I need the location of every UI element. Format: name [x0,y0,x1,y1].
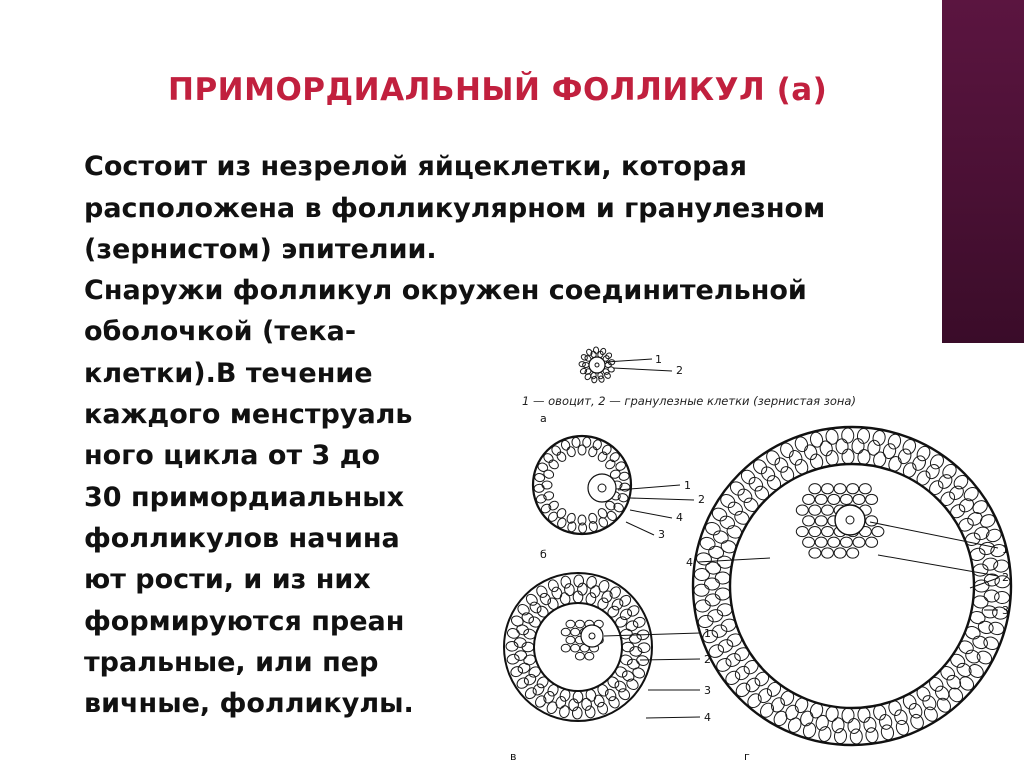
cell [818,726,833,743]
body-line: расположена в фолликулярном и гранулезном [84,193,826,224]
cell [853,537,865,547]
cell [848,718,860,733]
cell [910,454,928,473]
cell [857,707,870,723]
cell [957,496,976,514]
leader-b-4 [630,510,672,518]
body-line: оболочкой (тека- [84,316,357,347]
cell [528,600,543,615]
panel-g-theca [693,427,1011,745]
cell [842,449,854,464]
cell [859,484,871,494]
cell [863,717,877,733]
cell [809,484,821,494]
body-line: каждого менструаль [84,399,413,430]
leader-g-2a [878,555,998,576]
panel-b-theca [533,436,631,534]
label-b-4: 4 [676,511,683,524]
panels-layer [504,347,1011,745]
cell [796,526,808,536]
cell [927,675,946,694]
body-line: 30 примордиальных [84,482,405,513]
cell [840,537,852,547]
cell [538,591,553,606]
cell [582,437,591,448]
cell [822,548,834,558]
cell [571,644,580,652]
cell [866,516,878,526]
cell [603,371,611,379]
cell [803,516,815,526]
cell [531,682,546,697]
cell [923,462,941,481]
cell [752,483,771,502]
cell [853,494,865,504]
label-v-3: 3 [704,684,711,697]
cell [707,545,724,560]
cell [840,494,852,504]
cell [882,442,898,460]
cell [865,727,879,743]
panel-letter-b: б [540,548,547,561]
cell [575,620,584,628]
leader-b-2 [630,498,694,500]
panel-v-membrane [534,603,622,691]
panel-v-theca [504,573,652,721]
leader-v-2 [640,659,700,660]
panel-letter-a: а [540,412,547,425]
panel-letter-v: в [510,750,517,763]
cell [527,615,542,629]
cell [546,683,560,698]
cell [796,505,808,515]
body-line: клетки).В течение [84,358,373,389]
cell [587,446,598,458]
cell [547,578,560,593]
label-g-4: 4 [686,556,693,569]
cell [815,714,830,731]
cell [880,724,895,741]
cell [694,568,710,581]
body-line: фолликулов начина [84,523,400,554]
cell [718,514,737,532]
cell [506,653,520,665]
cell [765,473,784,492]
panel-v-outer-cells [506,575,650,719]
cell [735,486,754,505]
cell [607,366,615,373]
cell [957,516,976,534]
cell [831,717,844,733]
cell [982,557,999,571]
panel-a-oocyte [589,357,605,373]
leader-v-4 [646,717,700,718]
cell [948,502,967,520]
label-g-1: 1 [1002,543,1009,556]
cell [535,604,550,619]
cell [947,483,966,502]
cell [756,686,775,705]
cell [547,458,560,470]
label-v-2: 2 [704,653,711,666]
body-line: ют рости, и из них [84,564,371,595]
panel-g-granulosa [694,428,1010,744]
cell [938,664,957,683]
cell [603,687,618,702]
cell [606,604,621,619]
cell [535,675,550,690]
cell [938,489,957,508]
cell [694,584,709,596]
cell [610,597,625,612]
cell [857,428,870,444]
cell [866,494,878,504]
label-a-2: 2 [676,364,683,377]
cell [936,472,955,491]
body-line: тральные, или пер [84,647,379,678]
cell [847,548,859,558]
cell [571,437,580,448]
leader-a-2 [613,368,672,371]
cell [596,596,610,611]
label-g-2: 2 [1002,571,1009,584]
figure-caption: 1 — овоцит, 2 — гранулезные клетки (зернистая зона) [522,394,856,408]
cell [580,354,588,362]
cell [822,505,834,515]
cell [575,652,584,660]
cell [752,669,771,688]
leader-b-3 [626,522,654,535]
label-v-4: 4 [704,711,711,724]
cell [509,665,524,678]
panel-v-oocyte [581,625,603,647]
cell [765,680,784,699]
cell [994,591,1010,604]
cell [815,516,827,526]
cell [866,537,878,547]
cell [599,348,606,356]
cell [742,658,761,677]
cell [733,664,752,683]
cell [695,599,711,613]
cell [809,526,821,536]
cell [585,652,594,660]
cell [606,675,621,690]
cell [914,684,932,703]
cell [834,728,847,744]
cell [596,701,609,716]
cell [613,679,628,694]
label-b-1: 1 [684,479,691,492]
body-line: формируются преан [84,606,405,637]
cell [743,675,762,694]
cell [579,523,587,533]
body-line: Состоит из незрелой яйцеклетки, которая [84,151,747,182]
cell [534,484,545,493]
cell [828,494,840,504]
body-line: Снаружи фолликул окружен соединительной [84,275,807,306]
cell [850,729,862,744]
slide-title: ПРИМОРДИАЛЬНЫЙ ФОЛЛИКУЛ (а) [168,72,828,108]
cell [778,464,796,483]
cell [587,512,598,524]
accent-bar [942,0,1024,343]
cell [822,484,834,494]
cell [555,450,567,463]
cell [632,616,647,629]
body-line: (зернистом) эпителии. [84,234,437,265]
cell [580,367,588,374]
follicle-figure [480,340,1024,767]
cell [543,490,555,501]
cell [809,505,821,515]
label-g-3: 3 [1002,604,1009,617]
label-b-2: 2 [698,493,705,506]
cell [696,552,713,567]
cell [614,665,629,679]
body-line: ного цикла от 3 до [84,440,381,471]
cell [803,494,815,504]
cell [522,672,537,687]
cell [809,431,824,448]
cell [927,478,946,497]
panel-g-oocyte [835,505,865,535]
cell [828,537,840,547]
cell [561,644,570,652]
leader-b-1 [618,485,680,490]
cell [872,526,884,536]
cell [822,526,834,536]
cell [542,481,552,489]
cell [920,693,938,712]
cell [566,620,575,628]
cell [571,628,580,636]
cell [561,628,570,636]
cell [842,428,854,443]
cell [834,484,846,494]
cell [972,563,988,577]
label-v-1: 1 [704,627,711,640]
cell [566,636,575,644]
body-line: вичные, фолликулы. [84,688,414,719]
cell [834,548,846,558]
cell [591,376,597,383]
cell [584,705,596,719]
cell [547,499,560,511]
cell [963,648,982,666]
cell [618,607,633,622]
cell [809,548,821,558]
cell [560,575,572,589]
cell [842,708,854,723]
panel-b-oocyte [588,474,616,502]
cell [981,605,998,620]
cell [815,537,827,547]
label-b-3: 3 [658,528,665,541]
cell [715,588,731,601]
cell [732,645,751,663]
cell [847,484,859,494]
cell [944,673,963,692]
panel-letter-g: г [744,750,750,763]
cell [803,537,815,547]
cell [705,593,721,606]
accent-stripe [910,0,942,343]
cell [815,494,827,504]
cell [742,495,761,514]
cell [852,438,865,454]
cell [984,589,1000,602]
cell [724,651,743,669]
label-a-1: 1 [655,353,662,366]
